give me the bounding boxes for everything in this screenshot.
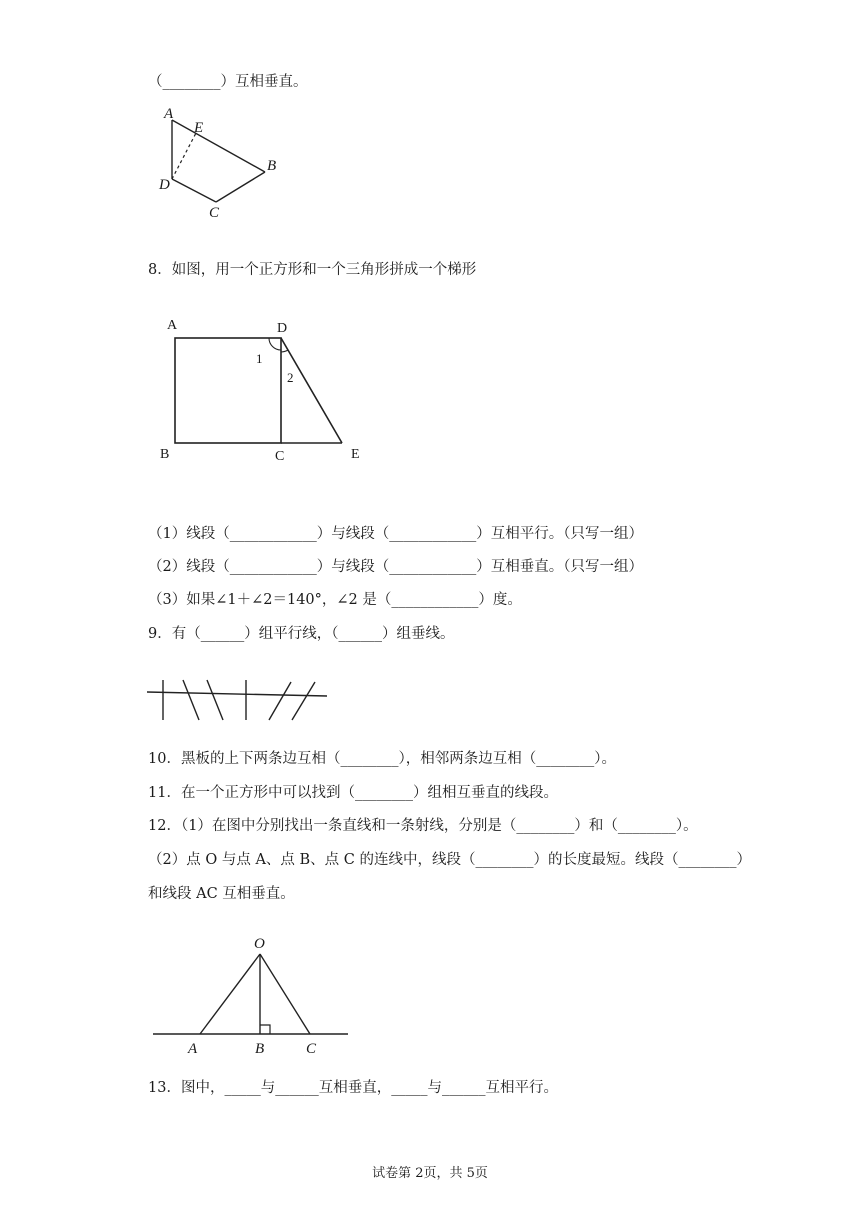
- horizontal-line: [147, 692, 327, 696]
- label-c: C: [306, 1041, 317, 1057]
- segment-cd: [172, 179, 216, 202]
- square-abcd: [175, 338, 281, 443]
- label-2: 2: [287, 370, 294, 385]
- figure-triangle-oac: [150, 932, 360, 1062]
- right-angle-mark: [260, 1025, 270, 1034]
- q10-text: 10．黑板的上下两条边互相（________），相邻两条边互相（________）。: [148, 751, 616, 767]
- slanted-line-4: [292, 682, 315, 720]
- label-b: B: [160, 447, 170, 462]
- q8-text: 8．如图，用一个正方形和一个三角形拼成一个梯形: [148, 262, 477, 278]
- figure-trapezoid: [150, 310, 380, 470]
- angle-2-arc: [281, 350, 288, 352]
- segment-oc: [260, 954, 310, 1034]
- label-d: D: [159, 177, 170, 193]
- label-e: E: [194, 120, 204, 136]
- q8-part1: （1）线段（____________）与线段（____________）互相平行。（只写一组）: [148, 526, 643, 542]
- q9-text: 9．有（______）组平行线，（______）组垂线。: [148, 626, 455, 642]
- label-a: A: [164, 106, 174, 122]
- label-o: O: [254, 936, 265, 952]
- segment-de: [281, 338, 342, 443]
- slanted-line-2: [207, 680, 223, 720]
- label-b: B: [255, 1041, 265, 1057]
- label-a: A: [188, 1041, 198, 1057]
- q12-part3: 和线段 AC 互相垂直。: [148, 886, 295, 902]
- q13-text: 13．图中，_____与______互相垂直，_____与______互相平行。: [148, 1080, 558, 1096]
- label-1: 1: [256, 351, 263, 366]
- segment-ab: [172, 120, 265, 172]
- segment-oa: [200, 954, 260, 1034]
- q12-part2: （2）点 O 与点 A、点 B、点 C 的连线中，线段（________）的长度最短。线段（________）: [148, 852, 751, 868]
- figure-quadrilateral-abcd: [150, 104, 290, 224]
- slanted-line-3: [269, 682, 291, 720]
- q12-part1: 12．（1）在图中分别找出一条直线和一条射线，分别是（________）和（________）。: [148, 818, 698, 834]
- q8-part2: （2）线段（____________）与线段（____________）互相垂直。（只写一组）: [148, 559, 643, 575]
- q8-part3: （3）如果∠1＋∠2＝140°，∠2 是（____________）度。: [148, 592, 522, 608]
- label-e: E: [351, 447, 360, 462]
- segment-de-dashed: [172, 133, 196, 179]
- q11-text: 11．在一个正方形中可以找到（________）组相互垂直的线段。: [148, 785, 558, 801]
- q7-blank-line: （________）互相垂直。: [148, 74, 308, 90]
- label-c: C: [275, 449, 285, 464]
- slanted-line-1: [183, 680, 199, 720]
- figure-line-groups: [145, 676, 335, 726]
- label-d: D: [277, 321, 288, 336]
- segment-bc: [216, 172, 265, 202]
- label-b: B: [267, 158, 277, 174]
- angle-1-arc: [269, 338, 281, 350]
- label-c: C: [209, 205, 220, 221]
- page-footer: 试卷第 2页，共 5页: [372, 1166, 488, 1181]
- label-a: A: [167, 318, 178, 333]
